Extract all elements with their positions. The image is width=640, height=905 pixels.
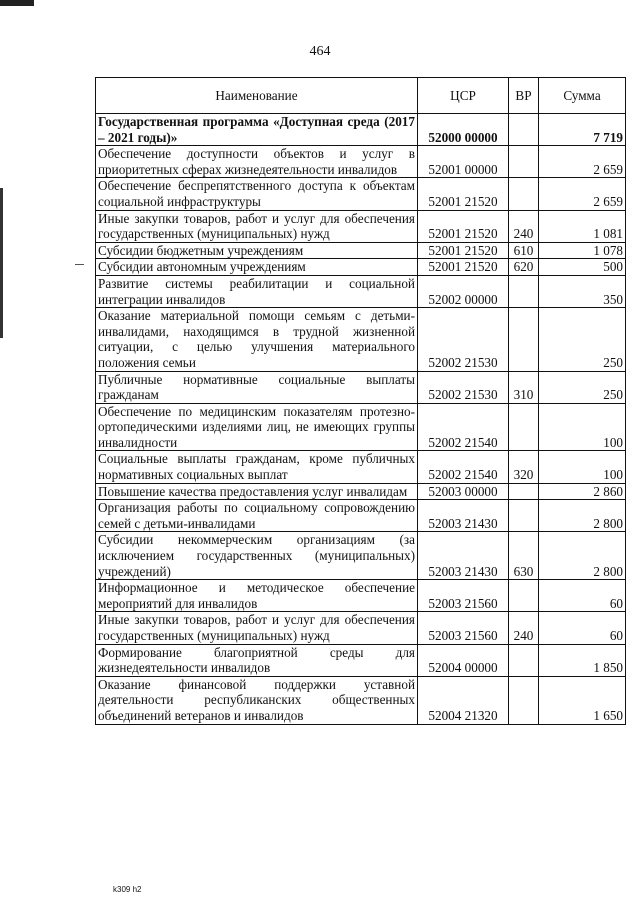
table-row: [96, 532, 626, 580]
header-csr: ЦСР: [418, 78, 509, 114]
table-row: [96, 403, 626, 451]
row-name: Социальные выплаты гражданам, кроме публичных нормативных социальных выплат: [96, 451, 418, 483]
row-sum: 1 650: [539, 676, 626, 724]
row-csr-code: 52001 00000: [418, 146, 509, 178]
table-row: [96, 210, 626, 242]
row-sum: 2 800: [539, 532, 626, 580]
row-vr-code: 620: [509, 259, 539, 276]
row-name: Обеспечение доступности объектов и услуг в приоритетных сферах жизнедеятельности инвалидов: [96, 146, 418, 178]
row-vr-code: [509, 403, 539, 451]
row-sum: 250: [539, 308, 626, 371]
row-vr-code: [509, 676, 539, 724]
row-sum: 1 081: [539, 210, 626, 242]
budget-table: [95, 77, 626, 725]
table-header-row: [96, 78, 626, 114]
row-name: Информационное и методическое обеспечение мероприятий для инвалидов: [96, 580, 418, 612]
row-csr-code: 52003 00000: [418, 483, 509, 500]
row-name: Субсидии бюджетным учреждениям: [96, 242, 418, 259]
table-row: [96, 242, 626, 259]
row-vr-code: [509, 275, 539, 307]
table-row: [96, 308, 626, 371]
table-row: [96, 676, 626, 724]
row-name: Оказание финансовой поддержки уставной деятельности республиканских общественных объединений ветеранов и инвалидов: [96, 676, 418, 724]
row-csr-code: 52000 00000: [418, 114, 509, 146]
table-row: [96, 500, 626, 532]
row-name: Иные закупки товаров, работ и услуг для обеспечения государственных (муниципальных) нужд: [96, 612, 418, 644]
row-sum: 500: [539, 259, 626, 276]
table-row: [96, 259, 626, 276]
row-name: Государственная программа «Доступная среда (2017 – 2021 годы)»: [96, 114, 418, 146]
row-vr-code: [509, 308, 539, 371]
table-row: [96, 275, 626, 307]
row-name: Обеспечение по медицинским показателям протезно-ортопедическими изделиями лиц, не имеющих группы инвалидности: [96, 403, 418, 451]
page-number: 464: [309, 44, 331, 59]
row-sum: 2 800: [539, 500, 626, 532]
row-name: Публичные нормативные социальные выплаты гражданам: [96, 371, 418, 403]
row-csr-code: 52002 21540: [418, 451, 509, 483]
row-vr-code: [509, 178, 539, 210]
row-sum: 2 860: [539, 483, 626, 500]
row-sum: 100: [539, 451, 626, 483]
row-csr-code: 52003 21560: [418, 612, 509, 644]
table-row: [96, 483, 626, 500]
row-csr-code: 52003 21560: [418, 580, 509, 612]
row-sum: 7 719: [539, 114, 626, 146]
row-sum: 250: [539, 371, 626, 403]
row-csr-code: 52002 00000: [418, 275, 509, 307]
row-csr-code: 52001 21520: [418, 210, 509, 242]
row-vr-code: [509, 644, 539, 676]
table-body: [96, 114, 626, 725]
row-vr-code: 320: [509, 451, 539, 483]
table-row: [96, 580, 626, 612]
table-row: [96, 644, 626, 676]
table-row: [96, 371, 626, 403]
row-name: Оказание материальной помощи семьям с детьми-инвалидами, находящимся в трудной жизненной ситуации, с целью улучшения материального положения семьи: [96, 308, 418, 371]
row-sum: 60: [539, 580, 626, 612]
row-csr-code: 52004 21320: [418, 676, 509, 724]
row-name: Иные закупки товаров, работ и услуг для обеспечения государственных (муниципальных) нужд: [96, 210, 418, 242]
table-row: [96, 612, 626, 644]
row-vr-code: [509, 114, 539, 146]
row-vr-code: [509, 483, 539, 500]
row-vr-code: 610: [509, 242, 539, 259]
margin-dash: [75, 264, 84, 265]
row-name: Организация работы по социальному сопровождению семей с детьми-инвалидами: [96, 500, 418, 532]
row-vr-code: 240: [509, 210, 539, 242]
row-sum: 2 659: [539, 178, 626, 210]
table-row: [96, 114, 626, 146]
row-csr-code: 52003 21430: [418, 532, 509, 580]
row-sum: 1 850: [539, 644, 626, 676]
row-vr-code: 310: [509, 371, 539, 403]
row-name: Обеспечение беспрепятственного доступа к объектам социальной инфраструктуры: [96, 178, 418, 210]
row-sum: 2 659: [539, 146, 626, 178]
row-name: Повышение качества предоставления услуг инвалидам: [96, 483, 418, 500]
row-vr-code: [509, 580, 539, 612]
table-row: [96, 178, 626, 210]
row-csr-code: 52004 00000: [418, 644, 509, 676]
row-csr-code: 52002 21530: [418, 308, 509, 371]
row-name: Субсидии автономным учреждениям: [96, 259, 418, 276]
row-vr-code: 240: [509, 612, 539, 644]
row-vr-code: 630: [509, 532, 539, 580]
row-vr-code: [509, 146, 539, 178]
header-name: Наименование: [96, 78, 418, 114]
row-name: Развитие системы реабилитации и социальной интеграции инвалидов: [96, 275, 418, 307]
row-csr-code: 52003 21430: [418, 500, 509, 532]
row-sum: 350: [539, 275, 626, 307]
scan-margin-mark: [0, 188, 3, 338]
row-name: Субсидии некоммерческим организациям (за исключением государственных (муниципальных) учреждений): [96, 532, 418, 580]
header-sum: Сумма: [539, 78, 626, 114]
table-row: [96, 451, 626, 483]
row-csr-code: 52001 21520: [418, 178, 509, 210]
header-vr: ВР: [509, 78, 539, 114]
row-vr-code: [509, 500, 539, 532]
row-name: Формирование благоприятной среды для жизнедеятельности инвалидов: [96, 644, 418, 676]
footer-code: k309 h2: [113, 885, 142, 894]
row-csr-code: 52001 21520: [418, 242, 509, 259]
row-sum: 100: [539, 403, 626, 451]
row-sum: 60: [539, 612, 626, 644]
row-csr-code: 52002 21540: [418, 403, 509, 451]
table-row: [96, 146, 626, 178]
row-sum: 1 078: [539, 242, 626, 259]
row-csr-code: 52001 21520: [418, 259, 509, 276]
row-csr-code: 52002 21530: [418, 371, 509, 403]
scan-edge-mark: [0, 0, 34, 6]
